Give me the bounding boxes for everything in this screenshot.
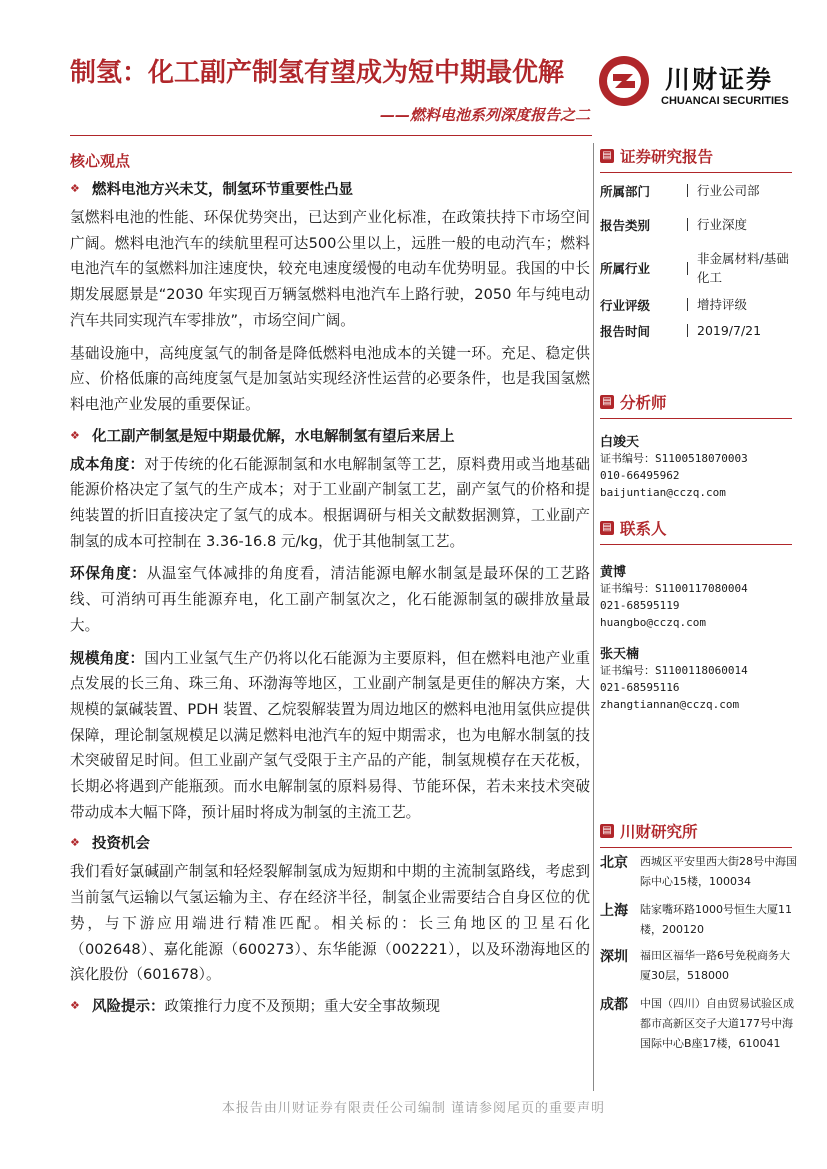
risk-text: 政策推行力度不及预期；重大安全事故频现 xyxy=(164,998,440,1015)
analyst-heading xyxy=(600,391,800,413)
office-row xyxy=(600,994,800,1054)
paragraph: 我们看好氯碱副产制氢和轻烃裂解制氢成为短期和中期的主流制氢路线，考虑到当前氢气运输以气氢运输为主、存在经济半径，制氢企业需要结合自身区位的优势，与下游应用端进行精准匹配。相关标的：长三角地区的卫星石化（002648）、嘉化能源（600273）、东华能源（002221），以及环渤海地区的滨化股份（601678）。 xyxy=(70,863,590,984)
institute-section xyxy=(600,820,800,1098)
meta-row xyxy=(600,321,797,340)
analyst-name: 白竣天 xyxy=(600,435,640,450)
bullet-text: 燃料电池方兴未艾，制氢环节重要性凸显 xyxy=(92,182,353,198)
office-address: 西城区平安里西大街28号中海国际中心15楼，100034 xyxy=(640,855,797,888)
diamond-bullet-icon: ❖ xyxy=(70,428,80,442)
diamond-bullet-icon: ❖ xyxy=(70,836,80,850)
section-bullet xyxy=(70,832,590,853)
meta-row xyxy=(600,249,797,287)
contact-card xyxy=(600,561,800,631)
column-divider xyxy=(593,143,594,1091)
institute-heading-text: 川财研究所 xyxy=(620,823,698,841)
contact-phone: 021-68595119 xyxy=(600,599,680,612)
diamond-bullet-icon: ❖ xyxy=(70,182,80,195)
meta-label: 所属部门 xyxy=(600,183,651,199)
paragraph: 氢燃料电池的性能、环保优势突出，已达到产业化标准，在政策扶持下市场空间广阔。燃料电池汽车的续航里程可达500公里以上，远胜一般的电动汽车；燃料电池汽车的氢燃料加注速度快，较充电速度缓慢的电动车优势明显。我国的中长期发展愿景是“2030 年实现百万辆氢燃料电池汽车上路行驶，2050 年与纯电动汽车共同实现汽车零排放”，市场空间广阔。 xyxy=(70,209,590,329)
chart-icon: ▤ xyxy=(600,824,614,838)
office-address: 中国（四川）自由贸易试验区成都市高新区交子大道177号中海国际中心B座17楼，610041 xyxy=(640,997,794,1050)
meta-row xyxy=(600,181,797,200)
diamond-bullet-icon: ❖ xyxy=(70,998,80,1012)
meta-label: 报告时间 xyxy=(600,323,651,339)
cost-text: 对于传统的化石能源制氢和水电解制氢等工艺，原料费用或当地基础能源价格决定了氢气的生产成本；对于工业副产制氢工艺，副产氢气的价格和提纯装置的折旧直接决定了氢气的成本。根据调研与相关文献数据测算，工业副产制氢的成本可控制在 3.36-16.8 元/kg，优于其他制氢工艺。 xyxy=(70,455,590,550)
paragraph xyxy=(70,646,590,826)
meta-separator xyxy=(687,324,688,337)
meta-value: 2019/7/21 xyxy=(697,323,762,338)
analyst-card xyxy=(600,431,800,501)
bullet-text: 化工副产制氢是短中期最优解，水电解制氢有望后来居上 xyxy=(92,428,455,445)
contact-heading-text: 联系人 xyxy=(620,520,667,538)
contact-name: 张天楠 xyxy=(600,647,640,662)
cost-label: 成本角度： xyxy=(70,455,145,473)
report-heading xyxy=(600,145,800,167)
meta-label: 所属行业 xyxy=(600,261,651,276)
meta-row xyxy=(600,215,797,234)
office-row xyxy=(600,900,800,940)
logo-text-cn: 川财证券 xyxy=(665,65,774,94)
contact-name: 黄博 xyxy=(600,565,627,580)
office-list xyxy=(600,848,800,1098)
meta-separator xyxy=(687,298,688,311)
scale-label: 规模角度： xyxy=(70,649,145,667)
report-heading-text: 证券研究报告 xyxy=(620,148,714,166)
meta-value: 增持评级 xyxy=(697,297,748,312)
contact-cert: 证书编号：S1100117080004 xyxy=(600,582,748,595)
office-address: 福田区福华一路6号免税商务大厦30层，518000 xyxy=(640,949,790,982)
contact-phone: 021-68595116 xyxy=(600,681,680,694)
contact-cert: 证书编号：S1100118060014 xyxy=(600,664,748,677)
sidebar xyxy=(600,145,800,713)
meta-separator xyxy=(687,184,688,197)
meta-value: 非金属材料/基础化工 xyxy=(697,251,789,285)
analyst-email[interactable]: baijuntian@cczq.com xyxy=(600,486,726,499)
meta-separator xyxy=(687,262,688,275)
env-text: 从温室气体减排的角度看，清洁能源电解水制氢是最环保的工艺路线、可消纳可再生能源弃电，化工副产制氢次之，化石能源制氢的碳排放量最大。 xyxy=(70,565,590,634)
section-bullet xyxy=(70,178,590,199)
env-label: 环保角度： xyxy=(70,565,147,583)
scale-text: 国内工业氢气生产仍将以化石能源为主要原料，但在燃料电池产业重点发展的长三角、珠三角、环渤海等地区，工业副产制氢是更佳的解决方案，大规模的氯碱装置、PDH 装置、乙烷裂解装置为周边地区的燃料电池用氢供应提供保障，理论制氢规模足以满足燃料电池汽车的短中期需求，也为电解水制氢的技术突破留足时间。但工业副产氢气受限于主产品的产能，制氢规模存在天花板，长期必将遇到产能瓶颈。而水电解制氢的原料易得、节能环保，若未来技术突破带动成本大幅下降，预计届时将成为制氢的主流工艺。 xyxy=(70,649,590,821)
institute-heading xyxy=(600,820,800,842)
meta-value: 行业深度 xyxy=(697,217,748,232)
chuancai-logo-icon xyxy=(598,55,650,107)
bullet-text: 投资机会 xyxy=(92,836,150,853)
analyst-phone: 010-66495962 xyxy=(600,469,680,482)
report-subtitle: ——燃料电池系列深度报告之二 xyxy=(379,106,590,124)
footer-disclaimer: 本报告由川财证券有限责任公司编制 谨请参阅尾页的重要声明 xyxy=(221,1101,606,1116)
chart-icon: ▤ xyxy=(600,521,614,535)
risk-label: 风险提示： xyxy=(92,998,165,1015)
section-bullet xyxy=(70,425,590,446)
main-column xyxy=(70,150,590,1022)
meta-label: 行业评级 xyxy=(600,297,651,313)
office-row xyxy=(600,946,800,986)
office-city: 深圳 xyxy=(600,949,628,965)
contact-email[interactable]: huangbo@cczq.com xyxy=(600,616,706,629)
meta-value: 行业公司部 xyxy=(697,183,760,198)
meta-table xyxy=(600,173,800,353)
paragraph xyxy=(70,561,590,638)
meta-separator xyxy=(687,218,688,231)
office-city: 北京 xyxy=(600,855,628,871)
office-city: 上海 xyxy=(600,903,628,919)
section-rule xyxy=(600,418,792,419)
meta-row xyxy=(600,295,797,314)
section-rule xyxy=(600,544,792,545)
analyst-heading-text: 分析师 xyxy=(620,394,667,412)
core-views-heading: 核心观点 xyxy=(70,152,131,170)
report-title: 制氢：化工副产制氢有望成为短中期最优解 xyxy=(70,58,565,88)
chart-icon: ▤ xyxy=(600,395,614,409)
paragraph xyxy=(70,452,590,555)
section-bullet xyxy=(70,995,590,1016)
meta-label: 报告类别 xyxy=(600,217,651,233)
header-divider xyxy=(70,135,592,136)
contact-card xyxy=(600,643,800,713)
logo-text-en: CHUANCAI SECURITIES xyxy=(661,95,789,107)
contact-heading xyxy=(600,517,800,539)
analyst-cert: 证书编号：S1100518070003 xyxy=(600,452,748,465)
office-address: 陆家嘴环路1000号恒生大厦11楼，200120 xyxy=(640,903,792,936)
office-row xyxy=(600,852,800,892)
office-city: 成都 xyxy=(600,997,628,1013)
contact-email[interactable]: zhangtiannan@cczq.com xyxy=(600,698,740,711)
paragraph: 基础设施中，高纯度氢气的制备是降低燃料电池成本的关键一环。充足、稳定供应、价格低廉的高纯度氢气是加氢站实现经济性运营的必要条件，也是我国氢燃料电池产业发展的重要保证。 xyxy=(70,344,590,413)
chart-icon: ▤ xyxy=(600,149,614,163)
